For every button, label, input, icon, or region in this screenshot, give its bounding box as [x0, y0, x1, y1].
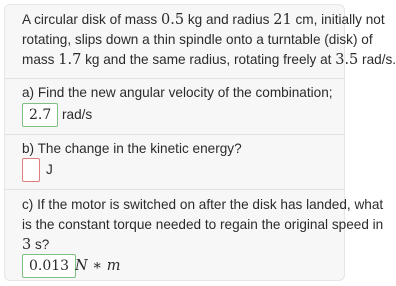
- part-b-question: b) The change in the kinetic energy?: [22, 141, 242, 156]
- problem-text: rad/s.: [358, 52, 396, 67]
- disk-mass-value: 0.5: [161, 12, 185, 28]
- problem-text: rotating, slips down a thin spindle onto a turntable (disk) of: [22, 32, 373, 47]
- part-c-answer-field[interactable]: 0.013: [22, 254, 76, 278]
- section-divider: [5, 78, 344, 79]
- unit-meter: m: [106, 258, 121, 274]
- problem-line-1: [22, 10, 385, 30]
- problem-line-3: [22, 50, 396, 70]
- section-divider: [5, 134, 344, 135]
- time-unit: s?: [31, 237, 50, 252]
- unit-operator: ∗: [87, 258, 107, 274]
- problem-text: A circular disk of mass: [22, 12, 161, 27]
- problem-text: cm, initially not: [291, 12, 385, 27]
- part-b-answer-field[interactable]: [22, 158, 40, 182]
- section-divider: [5, 189, 344, 190]
- part-c-question-line-2: is the constant torque needed to regain the original speed in: [22, 217, 384, 232]
- part-c-unit: [75, 254, 121, 278]
- problem-line-2: [22, 30, 373, 50]
- question-card: [4, 4, 396, 281]
- unit-newton: N: [75, 258, 88, 274]
- problem-text: mass: [22, 52, 59, 67]
- problem-text: kg and the same radius, rotating freely at: [81, 52, 336, 67]
- part-a-answer-field[interactable]: 2.7: [22, 103, 58, 127]
- part-c-question-line-3: [22, 235, 49, 255]
- radius-value: 21: [273, 12, 292, 28]
- part-a-unit: rad/s: [62, 107, 93, 122]
- part-b-unit: J: [46, 162, 53, 177]
- part-c-question-line-1: c) If the motor is switched on after the disk has landed, what: [22, 197, 384, 212]
- problem-text: kg and radius: [184, 12, 274, 27]
- part-a-question: a) Find the new angular velocity of the combination;: [22, 85, 333, 100]
- time-value: 3: [22, 237, 32, 253]
- angular-speed-value: 3.5: [335, 52, 359, 68]
- turntable-mass-value: 1.7: [58, 52, 82, 68]
